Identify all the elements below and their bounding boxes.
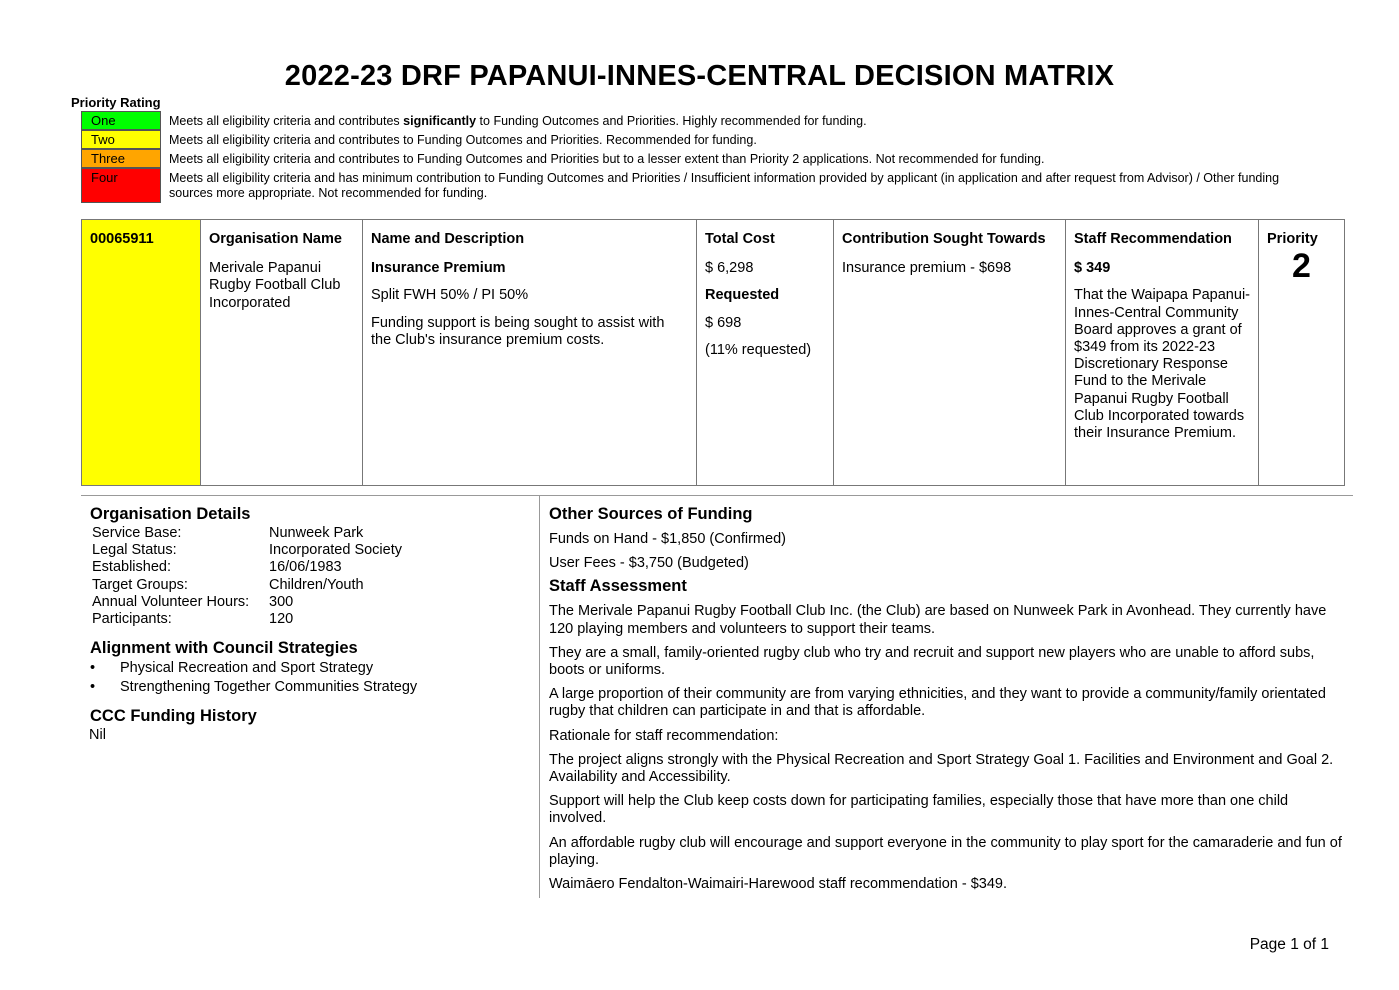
legend-desc-one: Meets all eligibility criteria and contributes significantly to Funding Outcomes and Priorities. Highly recommended for funding.	[169, 114, 867, 128]
organisation-cell	[201, 220, 363, 485]
other-source-item: Funds on Hand - $1,850 (Confirmed)	[549, 531, 786, 547]
requested-percent: (11% requested)	[705, 341, 812, 358]
priority-swatch-two: Two	[81, 130, 161, 149]
right-column	[549, 504, 1349, 893]
list-item: • Physical Recreation and Sport Strategy	[90, 659, 530, 678]
funding-history-value: Nil	[89, 727, 106, 744]
staff-assessment-heading: Staff Assessment	[549, 577, 687, 596]
legend-row-four	[81, 168, 1311, 203]
alignment-heading: Alignment with Council Strategies	[90, 639, 358, 658]
alignment-list	[90, 659, 530, 696]
staff-recommendation-header: Staff Recommendation	[1074, 231, 1232, 247]
application-id-cell	[82, 220, 201, 485]
page-number: Page 1 of 1	[1249, 936, 1329, 953]
priority-swatch-three: Three	[81, 149, 161, 168]
assessment-paragraph: Waimāero Fendalton-Waimairi-Harewood staff recommendation - $349.	[549, 876, 1008, 893]
detail-row: Established: 16/06/1983	[92, 559, 342, 576]
legend-desc-two: Meets all eligibility criteria and contributes to Funding Outcomes and Priorities. Recommended for funding.	[169, 133, 757, 147]
legend-row-two	[81, 130, 1311, 149]
org-details-list	[92, 525, 530, 628]
org-details-heading: Organisation Details	[90, 505, 251, 523]
priority-swatch-one: One	[81, 111, 161, 130]
project-name: Insurance Premium	[371, 260, 506, 277]
assessment-paragraph: A large proportion of their community are from varying ethnicities, and they want to provide a community/family orientated rugby that children can participate in and that is affordable.	[549, 686, 1326, 720]
assessment-paragraph: Support will help the Club keep costs down for participating families, especially those that have more than one child involved.	[549, 793, 1289, 827]
assessment-paragraph: The project aligns strongly with the Physical Recreation and Sport Strategy Goal 1. Facilities and Environment and Goal 2. Availability and Accessibility.	[549, 751, 1334, 786]
funding-split: Split FWH 50% / PI 50%	[371, 287, 529, 304]
detail-row: Legal Status: Incorporated Society	[92, 542, 402, 559]
decision-matrix-table	[81, 219, 1345, 486]
organisation-name: Merivale Papanui Rugby Football Club Incorporated	[209, 260, 341, 311]
staff-recommendation-amount: $ 349	[1074, 260, 1111, 277]
other-source-item: User Fees - $3,750 (Budgeted)	[549, 555, 749, 572]
priority-rating-label: Priority Rating	[71, 95, 161, 110]
staff-recommendation-cell	[1066, 220, 1259, 485]
assessment-paragraph: The Merivale Papanui Rugby Football Club Inc. (the Club) are based on Nunweek Park in Avonhead. They currently have 120 playing members and volunteers to support their teams.	[549, 603, 1327, 637]
assessment-paragraph: Rationale for staff recommendation:	[549, 727, 779, 744]
staff-recommendation-text: That the Waipapa Papanui-Innes-Central Community Board approves a grant of $349 from its 2022-23 Discretionary Response Fund to the Merivale Papanui Rugby Football Club Incorporated towards their Insurance Premium.	[1074, 287, 1250, 442]
detail-row: Participants: 120	[92, 611, 294, 628]
total-cost-value: $ 6,298	[705, 260, 754, 277]
total-cost-cell	[697, 220, 834, 485]
requested-value: $ 698	[705, 314, 742, 331]
legend-row-one	[81, 111, 1311, 130]
total-cost-header: Total Cost	[705, 231, 775, 247]
detail-row: Service Base: Nunweek Park	[92, 525, 364, 541]
name-description-header: Name and Description	[371, 231, 525, 247]
section-divider-horizontal	[81, 495, 1353, 496]
assessment-paragraph: An affordable rugby club will encourage and support everyone in the community to play sport for the camaraderie and fun of playing.	[549, 834, 1342, 868]
contribution-value: Insurance premium - $698	[842, 260, 1012, 277]
legend-desc-four: Meets all eligibility criteria and has minimum contribution to Funding Outcomes and Priorities / Insufficient information provided by applicant (in application and after request from Advisor) / Other funding sources more appropriate. Not recommended for funding.	[169, 171, 1280, 200]
requested-label: Requested	[705, 287, 780, 304]
legend-desc-three: Meets all eligibility criteria and contributes to Funding Outcomes and Priorities but to a lesser extent than Priority 2 applications. Not recommended for funding.	[169, 152, 1045, 166]
application-id: 00065911	[90, 231, 154, 247]
contribution-header: Contribution Sought Towards	[842, 231, 1046, 247]
detail-row: Target Groups: Children/Youth	[92, 576, 364, 593]
priority-legend	[81, 111, 1311, 203]
detail-row: Annual Volunteer Hours: 300	[92, 593, 294, 610]
priority-swatch-four: Four	[81, 168, 161, 203]
section-divider-vertical	[539, 496, 540, 898]
assessment-paragraph: They are a small, family-oriented rugby club who try and recruit and support new players who are unable to afford subs, boots or uniforms.	[549, 644, 1315, 679]
list-item: • Strengthening Together Communities Strategy	[90, 678, 530, 697]
priority-value: 2	[1292, 247, 1311, 286]
other-sources-heading: Other Sources of Funding	[549, 505, 753, 523]
legend-row-three	[81, 149, 1311, 168]
project-description: Funding support is being sought to assist with the Club's insurance premium costs.	[371, 314, 665, 348]
left-column	[90, 504, 530, 744]
page-title: 2022-23 DRF PAPANUI-INNES-CENTRAL DECISION MATRIX	[284, 60, 1115, 92]
contribution-cell	[834, 220, 1066, 485]
funding-history-heading: CCC Funding History	[90, 707, 257, 726]
priority-cell	[1259, 220, 1344, 485]
priority-header: Priority	[1267, 231, 1318, 247]
name-description-cell	[363, 220, 697, 485]
organisation-header: Organisation Name	[209, 231, 342, 247]
